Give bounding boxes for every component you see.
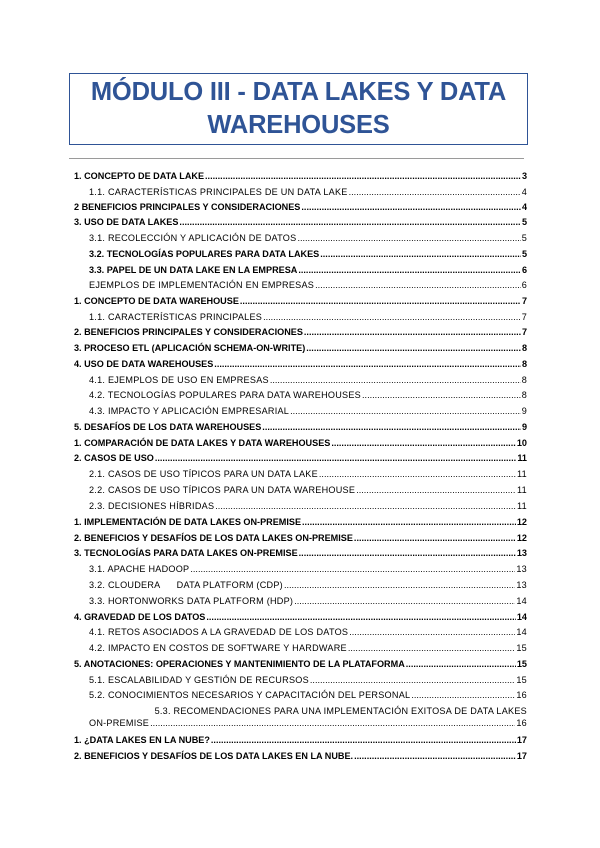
toc-page-number: 8 [521, 375, 527, 385]
toc-page-number: 4 [521, 202, 527, 212]
toc-page-number: 5 [521, 233, 527, 243]
toc-entry[interactable] [74, 750, 527, 762]
toc-dot-leader [302, 516, 516, 528]
toc-page-number: 5 [521, 217, 527, 227]
toc-entry-text: 3. USO DE DATA LAKES [74, 217, 179, 227]
toc-entry[interactable] [89, 186, 527, 198]
toc-dot-leader [179, 216, 521, 228]
toc-entry-text: EJEMPLOS DE IMPLEMENTACIÓN EN EMPRESAS [89, 280, 315, 290]
toc-entry[interactable] [74, 611, 527, 623]
toc-dot-leader [354, 532, 516, 544]
toc-entry[interactable] [89, 374, 527, 386]
toc-page-number: 13 [516, 580, 527, 590]
toc-entry[interactable] [74, 342, 527, 354]
toc-page-number: 16 [516, 690, 527, 700]
toc-entry-text: 5.2. CONOCIMIENTOS NECESARIOS Y CAPACITACIÓN DEL PERSONAL [89, 690, 411, 700]
toc-entry-text: 4.2. TECNOLOGÍAS POPULARES PARA DATA WAREHOUSES [89, 390, 362, 400]
toc-entry[interactable] [89, 563, 527, 575]
toc-entry-text: 4.3. IMPACTO Y APLICACIÓN EMPRESARIAL [89, 406, 290, 416]
toc-page-number: 11 [517, 485, 527, 495]
toc-page-number: 7 [521, 296, 527, 306]
toc-entry[interactable] [89, 405, 527, 417]
toc-dot-leader [205, 170, 521, 182]
toc-page-number: 9 [521, 422, 527, 432]
toc-page-number: 4 [521, 187, 527, 197]
toc-entry-text: 2.1. CASOS DE USO TÍPICOS PARA UN DATA LAKE [89, 469, 318, 479]
toc-entry[interactable] [89, 279, 527, 291]
toc-page-number: 13 [516, 548, 527, 558]
toc-dot-leader [290, 405, 521, 417]
toc-page-number: 17 [516, 735, 527, 745]
toc-entry-text: 4.2. IMPACTO EN COSTOS DE SOFTWARE Y HARDWARE [89, 643, 347, 653]
toc-dot-leader [411, 689, 515, 701]
toc-dot-leader [294, 595, 515, 607]
toc-entry[interactable] [74, 295, 527, 307]
toc-dot-leader [206, 611, 516, 623]
toc-page-number: 8 [521, 359, 527, 369]
toc-dot-leader [190, 563, 515, 575]
toc-dot-leader [297, 232, 520, 244]
toc-dot-leader [306, 342, 521, 354]
toc-page-number: 15 [516, 659, 527, 669]
toc-dot-leader [150, 717, 515, 729]
toc-dot-leader [348, 642, 516, 654]
toc-entry[interactable] [89, 579, 527, 591]
toc-entry[interactable] [89, 595, 527, 607]
toc-dot-leader [270, 374, 521, 386]
toc-entry-text: 3.2. TECNOLOGÍAS POPULARES PARA DATA LAKES [89, 249, 320, 259]
toc-page-number: 8 [521, 390, 527, 400]
toc-entry-text: 4. USO DE DATA WAREHOUSES [74, 359, 214, 369]
toc-entry[interactable] [89, 484, 527, 496]
toc-entry[interactable] [74, 201, 527, 213]
toc-entry-text: ON-PREMISE [89, 718, 150, 728]
toc-entry-text: 5.1. ESCALABILIDAD Y GESTIÓN DE RECURSOS [89, 675, 309, 685]
toc-entry-text: 4. GRAVEDAD DE LOS DATOS [74, 612, 206, 622]
toc-entry-text: 4.1. EJEMPLOS DE USO EN EMPRESAS [89, 375, 269, 385]
title-line-1: MÓDULO III - DATA LAKES Y DATA [90, 78, 507, 106]
toc-page-number: 6 [521, 265, 527, 275]
toc-page-number: 10 [516, 438, 527, 448]
toc-dot-leader [406, 658, 516, 670]
toc-page-number: 7 [521, 327, 527, 337]
toc-entry-text: 3.2. CLOUDERA DATA PLATFORM (CDP) [89, 580, 283, 590]
toc-page-number: 17 [516, 751, 527, 761]
toc-page-number: 11 [517, 501, 527, 511]
toc-page-number: 11 [517, 453, 527, 463]
toc-entry[interactable] [89, 717, 527, 729]
toc-entry-text: 2.3. DECISIONES HÍBRIDAS [89, 501, 215, 511]
toc-dot-leader [155, 452, 517, 464]
toc-dot-leader [354, 750, 516, 762]
toc-dot-leader [284, 579, 515, 591]
toc-page-number: 9 [521, 406, 527, 416]
toc-entry[interactable] [89, 264, 527, 276]
toc-dot-leader [263, 311, 521, 323]
toc-entry[interactable] [89, 626, 527, 638]
toc-entry-text: 5. ANOTACIONES: OPERACIONES Y MANTENIMIENTO DE LA PLATAFORMA [74, 659, 405, 669]
toc-entry-text: 2. BENEFICIOS PRINCIPALES Y CONSIDERACIONES [74, 327, 303, 337]
toc-entry[interactable] [74, 734, 527, 746]
toc-entry[interactable] [74, 658, 527, 670]
toc-dot-leader [362, 389, 521, 401]
toc-entry-text: 3.1. APACHE HADOOP [89, 564, 190, 574]
toc-entry[interactable] [74, 532, 527, 544]
toc-dot-leader [356, 484, 516, 496]
toc-dot-leader [331, 437, 516, 449]
toc-entry[interactable] [74, 170, 527, 182]
toc-page-number: 8 [521, 343, 527, 353]
toc-dot-leader [349, 186, 521, 198]
toc-page-number: 14 [516, 596, 527, 606]
toc-page-number: 5 [521, 249, 527, 259]
toc-dot-leader [214, 358, 521, 370]
toc-page-number: 6 [521, 280, 527, 290]
toc-entry[interactable] [74, 421, 527, 433]
title-box [69, 73, 528, 145]
toc-page-number: 11 [517, 469, 527, 479]
toc-entry[interactable] [89, 642, 527, 654]
toc-page-number: 7 [521, 312, 527, 322]
toc-entry[interactable] [74, 216, 527, 228]
toc-entry[interactable] [74, 358, 527, 370]
title-divider [69, 158, 524, 159]
toc-entry[interactable] [89, 311, 527, 323]
toc-entry[interactable] [74, 326, 527, 338]
toc-entry-text: 3. PROCESO ETL (APLICACIÓN SCHEMA-ON-WRITE) [74, 343, 306, 353]
toc-dot-leader [299, 547, 516, 559]
toc-page-number: 13 [516, 564, 527, 574]
toc-page-number: 14 [516, 627, 527, 637]
toc-entry[interactable] [89, 232, 527, 244]
toc-dot-leader [240, 295, 521, 307]
toc-entry[interactable] [74, 452, 527, 464]
toc-entry-text: 1. CONCEPTO DE DATA WAREHOUSE [74, 296, 239, 306]
toc-dot-leader [320, 248, 521, 260]
toc-entry[interactable] [89, 468, 527, 480]
toc-dot-leader [319, 468, 516, 480]
toc-page-number: 15 [516, 675, 527, 685]
toc-entry-text: 2.2. CASOS DE USO TÍPICOS PARA UN DATA WAREHOUSE [89, 485, 356, 495]
toc-page-number: 15 [516, 643, 527, 653]
toc-entry-text: 3.1. RECOLECCIÓN Y APLICACIÓN DE DATOS [89, 233, 297, 243]
toc-entry-first-line: 5.3. RECOMENDACIONES PARA UNA IMPLEMENTACIÓN EXITOSA DE DATA LAKES [154, 706, 527, 716]
toc-page-number: 16 [516, 718, 527, 728]
toc-entry[interactable] [89, 389, 527, 401]
page-title [91, 76, 506, 142]
toc-entry-text: 3. TECNOLOGÍAS PARA DATA LAKES ON-PREMISE [74, 548, 298, 558]
toc-dot-leader [215, 500, 516, 512]
toc-page-number: 14 [516, 612, 527, 622]
toc-dot-leader [315, 279, 521, 291]
toc-page-number: 12 [516, 533, 527, 543]
toc-entry-text: 1. COMPARACIÓN DE DATA LAKES Y DATA WAREHOUSES [74, 438, 331, 448]
toc-entry-text: 1.1. CARACTERÍSTICAS PRINCIPALES DE UN DATA LAKE [89, 187, 348, 197]
toc-entry-text: 1.1. CARACTERÍSTICAS PRINCIPALES [89, 312, 263, 322]
toc-entry-text: 4.1. RETOS ASOCIADOS A LA GRAVEDAD DE LOS DATOS [89, 627, 349, 637]
toc-entry-text: 3.3. PAPEL DE UN DATA LAKE EN LA EMPRESA [89, 265, 298, 275]
toc-entry-text: 2 BENEFICIOS PRINCIPALES Y CONSIDERACIONES [74, 202, 301, 212]
toc-dot-leader [349, 626, 515, 638]
toc-dot-leader [310, 674, 515, 686]
toc-entry-text: 2. BENEFICIOS Y DESAFÍOS DE LOS DATA LAKES ON-PREMISE [74, 533, 353, 543]
toc-entry[interactable] [89, 689, 527, 701]
toc-entry[interactable] [89, 248, 527, 260]
toc-entry-text: 1. IMPLEMENTACIÓN DE DATA LAKES ON-PREMISE [74, 517, 302, 527]
toc-entry-text: 1. ¿DATA LAKES EN LA NUBE? [74, 735, 210, 745]
toc-page-number: 12 [516, 517, 527, 527]
toc-entry[interactable] [74, 547, 527, 559]
toc-entry-text: 2. CASOS DE USO [74, 453, 154, 463]
toc-entry-text: 2. BENEFICIOS Y DESAFÍOS DE LOS DATA LAKES EN LA NUBE. [74, 751, 354, 761]
toc-dot-leader [262, 421, 521, 433]
toc-entry[interactable] [89, 500, 527, 512]
toc-page-number: 3 [521, 171, 527, 181]
toc-entry-text: 1. CONCEPTO DE DATA LAKE [74, 171, 205, 181]
toc-entry-text: 5. DESAFÍOS DE LOS DATA WAREHOUSES [74, 422, 262, 432]
toc-entry-text: 3.3. HORTONWORKS DATA PLATFORM (HDP) [89, 596, 294, 606]
title-line-2: WAREHOUSES [207, 111, 390, 139]
toc-entry[interactable] [74, 437, 527, 449]
toc-dot-leader [298, 264, 521, 276]
toc-dot-leader [211, 734, 516, 746]
toc-dot-leader [301, 201, 521, 213]
toc-dot-leader [304, 326, 521, 338]
toc-entry[interactable] [74, 516, 527, 528]
toc-entry[interactable] [89, 674, 527, 686]
